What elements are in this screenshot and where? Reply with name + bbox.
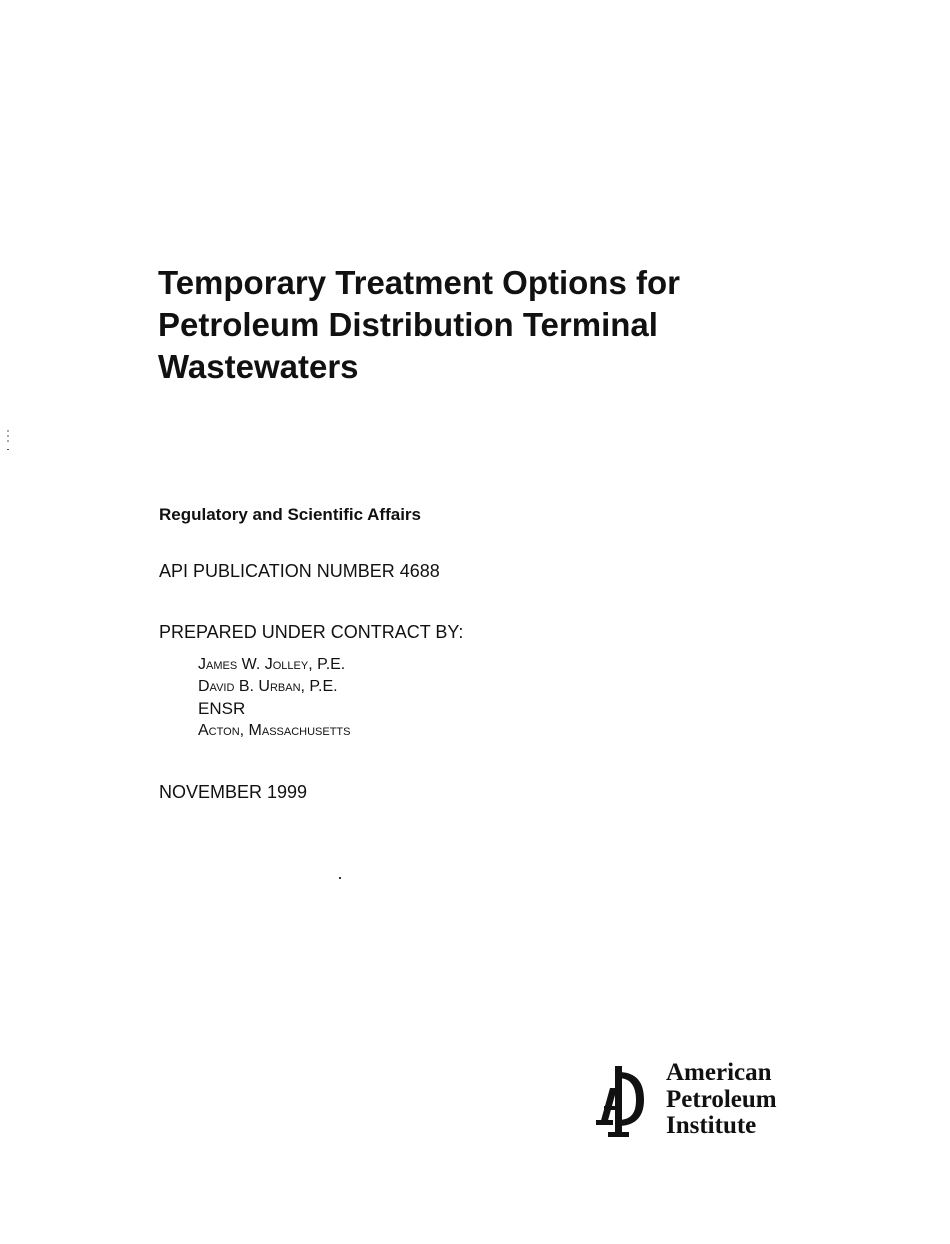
contractor-name: David B. Urban, P.E.: [198, 678, 338, 695]
document-title: [158, 262, 798, 388]
api-logo-icon: [594, 1064, 646, 1140]
contractor-name: James W. Jolley, P.E.: [198, 656, 346, 673]
publication-date: NOVEMBER 1999: [159, 782, 308, 802]
contractor-location: Acton, Massachusetts: [198, 722, 351, 739]
logo-line: American: [666, 1059, 772, 1086]
logo-line: Petroleum: [666, 1085, 777, 1113]
logo-line: Institute: [666, 1112, 757, 1139]
contractor-company: ENSR: [198, 699, 246, 718]
api-logo: [594, 1060, 794, 1150]
title-line: Wastewaters: [158, 348, 359, 385]
stray-mark: [339, 877, 341, 879]
department-label: Regulatory and Scientific Affairs: [159, 505, 421, 524]
title-line: Temporary Treatment Options for: [158, 264, 680, 301]
publication-number: API PUBLICATION NUMBER 4688: [159, 561, 440, 581]
prepared-by-heading: PREPARED UNDER CONTRACT BY:: [159, 622, 464, 642]
margin-marks: [6, 430, 10, 452]
api-logo-text: [666, 1060, 777, 1140]
title-line: Petroleum Distribution Terminal: [158, 306, 658, 343]
contractor-list: [198, 654, 350, 742]
